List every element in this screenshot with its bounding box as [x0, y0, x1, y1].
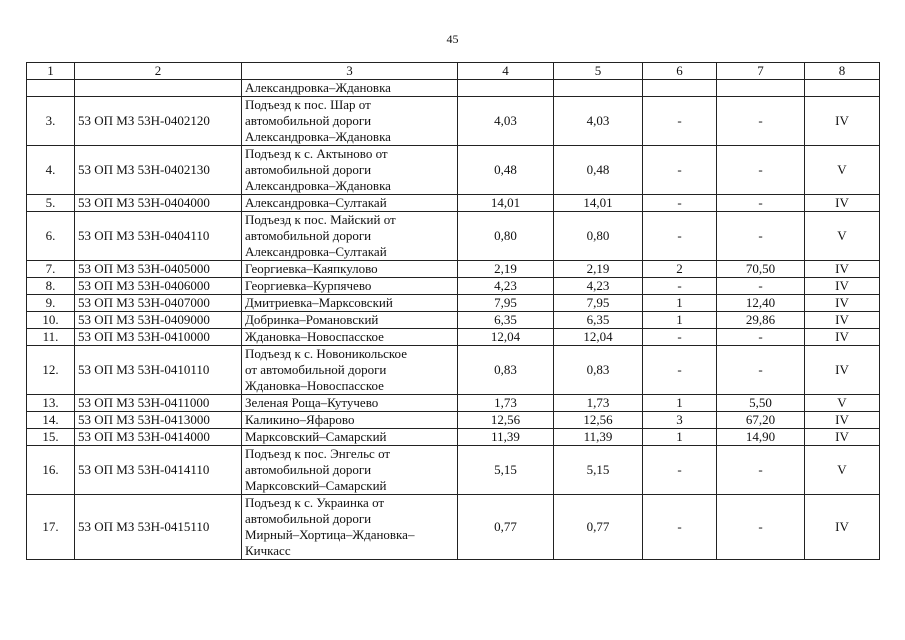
bridges-length-cell: - [717, 195, 805, 212]
road-name-cell [242, 80, 458, 97]
bridges-count-cell [643, 80, 717, 97]
road-name-line: автомобильной дороги [245, 511, 372, 526]
length-regional-cell: 4,03 [554, 97, 643, 146]
road-name-cell [242, 97, 458, 146]
table-row [27, 295, 880, 312]
road-id-cell: 53 ОП МЗ 53Н-0410000 [75, 329, 242, 346]
row-number-cell: 4. [27, 146, 75, 195]
table-row [27, 412, 880, 429]
road-id-cell: 53 ОП МЗ 53Н-0404000 [75, 195, 242, 212]
road-register-table [26, 62, 880, 560]
bridges-count-cell: 1 [643, 312, 717, 329]
table-body [27, 63, 880, 560]
bridges-length-cell: - [717, 278, 805, 295]
length-total-cell: 7,95 [458, 295, 554, 312]
bridges-length-cell: - [717, 329, 805, 346]
length-regional-cell [554, 80, 643, 97]
length-total-cell: 12,04 [458, 329, 554, 346]
bridges-count-cell: - [643, 329, 717, 346]
road-category-cell: IV [805, 261, 880, 278]
row-number-cell: 3. [27, 97, 75, 146]
road-name-line: Александровка–Султакай [245, 195, 387, 210]
table-row [27, 212, 880, 261]
bridges-length-cell: - [717, 346, 805, 395]
length-regional-cell: 5,15 [554, 446, 643, 495]
length-total-cell: 11,39 [458, 429, 554, 446]
bridges-count-cell: 2 [643, 261, 717, 278]
road-name-line: Ждановка–Новоспасское [245, 378, 384, 393]
road-name-cell [242, 446, 458, 495]
bridges-length-cell: - [717, 212, 805, 261]
length-regional-cell: 2,19 [554, 261, 643, 278]
road-id-cell: 53 ОП МЗ 53Н-0407000 [75, 295, 242, 312]
road-name-cell [242, 195, 458, 212]
road-name-line: Подъезд к с. Новоникольское [245, 346, 407, 361]
road-category-cell [805, 80, 880, 97]
header-cell: 2 [75, 63, 242, 80]
road-category-cell: IV [805, 412, 880, 429]
bridges-length-cell [717, 80, 805, 97]
road-name-line: Марксовский–Самарский [245, 478, 387, 493]
road-name-line: автомобильной дороги [245, 162, 372, 177]
table-row [27, 346, 880, 395]
road-name-line: Подъезд к пос. Энгельс от [245, 446, 391, 461]
bridges-count-cell: - [643, 346, 717, 395]
row-number-cell: 10. [27, 312, 75, 329]
length-total-cell: 4,03 [458, 97, 554, 146]
bridges-count-cell: - [643, 278, 717, 295]
road-id-cell: 53 ОП МЗ 53Н-0414000 [75, 429, 242, 446]
road-name-cell [242, 395, 458, 412]
header-cell: 8 [805, 63, 880, 80]
road-category-cell: V [805, 212, 880, 261]
bridges-count-cell: 1 [643, 295, 717, 312]
road-name-line: Александровка–Султакай [245, 244, 387, 259]
road-id-cell: 53 ОП МЗ 53Н-0410110 [75, 346, 242, 395]
road-id-cell: 53 ОП МЗ 53Н-0404110 [75, 212, 242, 261]
bridges-length-cell: 12,40 [717, 295, 805, 312]
row-number-cell: 8. [27, 278, 75, 295]
road-id-cell: 53 ОП МЗ 53Н-0402130 [75, 146, 242, 195]
header-cell: 7 [717, 63, 805, 80]
road-name-line: Подъезд к с. Актыново от [245, 146, 388, 161]
road-id-cell: 53 ОП МЗ 53Н-0413000 [75, 412, 242, 429]
header-cell: 3 [242, 63, 458, 80]
length-total-cell: 0,83 [458, 346, 554, 395]
length-regional-cell: 14,01 [554, 195, 643, 212]
table-row [27, 195, 880, 212]
road-category-cell: V [805, 446, 880, 495]
road-name-cell [242, 346, 458, 395]
table-row [27, 146, 880, 195]
length-regional-cell: 0,80 [554, 212, 643, 261]
road-name-line: Марксовский–Самарский [245, 429, 387, 444]
road-name-cell [242, 295, 458, 312]
length-regional-cell: 11,39 [554, 429, 643, 446]
length-total-cell: 12,56 [458, 412, 554, 429]
length-regional-cell: 4,23 [554, 278, 643, 295]
bridges-length-cell: 67,20 [717, 412, 805, 429]
length-total-cell: 6,35 [458, 312, 554, 329]
length-total-cell: 1,73 [458, 395, 554, 412]
bridges-length-cell: 14,90 [717, 429, 805, 446]
bridges-count-cell: 3 [643, 412, 717, 429]
length-regional-cell: 0,48 [554, 146, 643, 195]
road-name-line: Дмитриевка–Марксовский [245, 295, 393, 310]
road-id-cell [75, 80, 242, 97]
length-regional-cell: 6,35 [554, 312, 643, 329]
road-category-cell: IV [805, 329, 880, 346]
row-number-cell: 12. [27, 346, 75, 395]
road-name-cell [242, 261, 458, 278]
bridges-length-cell: 5,50 [717, 395, 805, 412]
bridges-count-cell: - [643, 212, 717, 261]
road-name-line: Каликино–Яфарово [245, 412, 355, 427]
road-name-line: Александровка–Ждановка [245, 129, 391, 144]
row-number-cell: 16. [27, 446, 75, 495]
bridges-count-cell: - [643, 195, 717, 212]
length-total-cell: 14,01 [458, 195, 554, 212]
road-name-line: Георгиевка–Курпячево [245, 278, 372, 293]
header-cell: 5 [554, 63, 643, 80]
road-name-line: Кичкасс [245, 543, 291, 558]
road-id-cell: 53 ОП МЗ 53Н-0406000 [75, 278, 242, 295]
length-regional-cell: 7,95 [554, 295, 643, 312]
table-row [27, 97, 880, 146]
bridges-count-cell: - [643, 97, 717, 146]
road-name-line: автомобильной дороги [245, 462, 372, 477]
road-category-cell: IV [805, 295, 880, 312]
table-row [27, 312, 880, 329]
length-total-cell: 4,23 [458, 278, 554, 295]
road-category-cell: IV [805, 97, 880, 146]
road-name-cell [242, 429, 458, 446]
header-cell: 1 [27, 63, 75, 80]
length-total-cell: 0,77 [458, 495, 554, 560]
table-row [27, 278, 880, 295]
road-name-cell [242, 312, 458, 329]
length-regional-cell: 12,04 [554, 329, 643, 346]
length-total-cell: 0,48 [458, 146, 554, 195]
road-name-cell [242, 412, 458, 429]
table-row [27, 261, 880, 278]
table-row [27, 80, 880, 97]
road-category-cell: IV [805, 195, 880, 212]
bridges-count-cell: 1 [643, 429, 717, 446]
road-name-line: Александровка–Ждановка [245, 80, 391, 95]
road-name-cell [242, 495, 458, 560]
road-id-cell: 53 ОП МЗ 53Н-0415110 [75, 495, 242, 560]
length-regional-cell: 0,77 [554, 495, 643, 560]
table-row [27, 395, 880, 412]
road-category-cell: IV [805, 495, 880, 560]
road-category-cell: V [805, 395, 880, 412]
bridges-count-cell: - [643, 446, 717, 495]
road-name-line: от автомобильной дороги [245, 362, 387, 377]
road-name-line: Подъезд к пос. Шар от [245, 97, 371, 112]
road-name-line: Добринка–Романовский [245, 312, 379, 327]
length-regional-cell: 1,73 [554, 395, 643, 412]
bridges-count-cell: - [643, 146, 717, 195]
road-name-line: Георгиевка–Каяпкулово [245, 261, 378, 276]
road-name-cell [242, 329, 458, 346]
bridges-length-cell: - [717, 495, 805, 560]
road-name-cell [242, 212, 458, 261]
bridges-length-cell: - [717, 97, 805, 146]
table-header-row [27, 63, 880, 80]
length-regional-cell: 0,83 [554, 346, 643, 395]
bridges-length-cell: - [717, 146, 805, 195]
row-number-cell: 17. [27, 495, 75, 560]
road-id-cell: 53 ОП МЗ 53Н-0409000 [75, 312, 242, 329]
page-number: 45 [446, 32, 459, 46]
road-id-cell: 53 ОП МЗ 53Н-0402120 [75, 97, 242, 146]
road-name-cell [242, 146, 458, 195]
header-cell: 4 [458, 63, 554, 80]
bridges-length-cell: 70,50 [717, 261, 805, 278]
row-number-cell: 14. [27, 412, 75, 429]
row-number-cell: 11. [27, 329, 75, 346]
road-name-line: Подъезд к пос. Майский от [245, 212, 396, 227]
road-name-line: Подъезд к с. Украинка от [245, 495, 385, 510]
table-row [27, 429, 880, 446]
length-total-cell: 2,19 [458, 261, 554, 278]
table-row [27, 495, 880, 560]
row-number-cell: 7. [27, 261, 75, 278]
table-row [27, 446, 880, 495]
road-id-cell: 53 ОП МЗ 53Н-0414110 [75, 446, 242, 495]
row-number-cell: 13. [27, 395, 75, 412]
road-category-cell: V [805, 146, 880, 195]
length-total-cell: 0,80 [458, 212, 554, 261]
road-id-cell: 53 ОП МЗ 53Н-0411000 [75, 395, 242, 412]
road-category-cell: IV [805, 278, 880, 295]
bridges-length-cell: - [717, 446, 805, 495]
length-regional-cell: 12,56 [554, 412, 643, 429]
road-category-cell: IV [805, 346, 880, 395]
road-name-line: Ждановка–Новоспасское [245, 329, 384, 344]
road-category-cell: IV [805, 429, 880, 446]
road-category-cell: IV [805, 312, 880, 329]
road-name-line: Мирный–Хортица–Ждановка– [245, 527, 415, 542]
road-name-line: автомобильной дороги [245, 113, 372, 128]
road-name-line: Зеленая Роща–Кутучево [245, 395, 379, 410]
row-number-cell: 6. [27, 212, 75, 261]
length-total-cell: 5,15 [458, 446, 554, 495]
road-name-line: Александровка–Ждановка [245, 178, 391, 193]
bridges-count-cell: 1 [643, 395, 717, 412]
bridges-count-cell: - [643, 495, 717, 560]
road-id-cell: 53 ОП МЗ 53Н-0405000 [75, 261, 242, 278]
bridges-length-cell: 29,86 [717, 312, 805, 329]
row-number-cell [27, 80, 75, 97]
row-number-cell: 5. [27, 195, 75, 212]
row-number-cell: 15. [27, 429, 75, 446]
row-number-cell: 9. [27, 295, 75, 312]
header-cell: 6 [643, 63, 717, 80]
road-name-cell [242, 278, 458, 295]
table-row [27, 329, 880, 346]
road-name-line: автомобильной дороги [245, 228, 372, 243]
length-total-cell [458, 80, 554, 97]
